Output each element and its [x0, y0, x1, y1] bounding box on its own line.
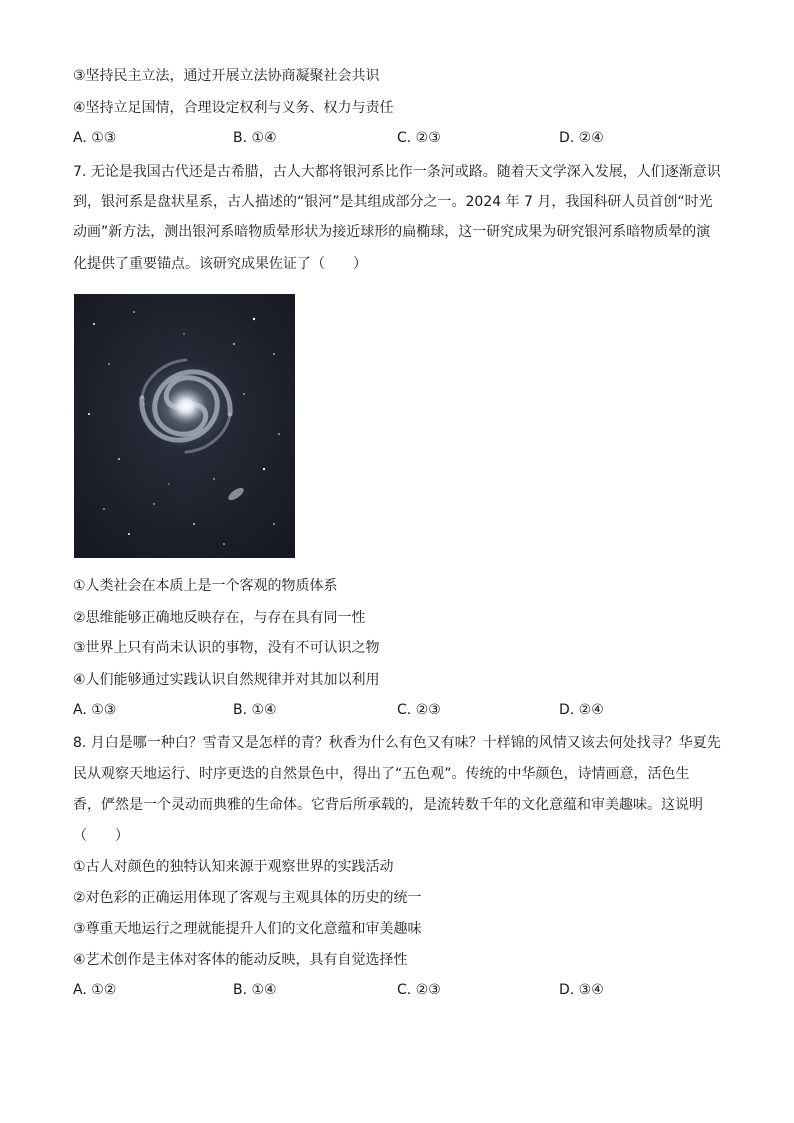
q8-stem-line-2: 民从观察天地运行、时序更迭的自然景色中，得出了“五色观”。传统的中华颜色，诗情画意，活色生 — [73, 766, 690, 782]
q7-option-a: A. ①③ — [73, 702, 117, 718]
q8-statement-3: ③尊重天地运行之理就能提升人们的文化意蕴和审美趣味 — [73, 921, 422, 937]
q6-option-b: B. ①④ — [233, 130, 277, 146]
q8-option-c: C. ②③ — [397, 982, 441, 998]
q7-stem-line-2: 到，银河系是盘状星系，古人描述的“银河”是其组成部分之一。2024 年 7 月，我国科研人员首创“时光 — [73, 194, 713, 210]
q7-stem-line-4: 化提供了重要锚点。该研究成果佐证了（ ） — [73, 256, 367, 272]
q8-option-b: B. ①④ — [233, 982, 277, 998]
q6-statement-4: ④坚持立足国情，合理设定权利与义务、权力与责任 — [73, 100, 394, 116]
q8-stem-line-3: 香，俨然是一个灵动而典雅的生命体。它背后所承载的，是流转数千年的文化意蕴和审美趣味。这说明 — [73, 797, 703, 813]
q7-option-b: B. ①④ — [233, 702, 277, 718]
q7-statement-1: ①人类社会在本质上是一个客观的物质体系 — [73, 578, 338, 594]
q8-stem-line-4: （ ） — [73, 828, 129, 844]
q7-statement-3: ③世界上只有尚未认识的事物，没有不可认识之物 — [73, 640, 380, 656]
q8-option-a: A. ①② — [73, 982, 117, 998]
q6-statement-3: ③坚持民主立法，通过开展立法协商凝聚社会共识 — [73, 68, 380, 84]
q6-option-d: D. ②④ — [559, 130, 604, 146]
q8-option-d: D. ③④ — [559, 982, 604, 998]
q6-options — [73, 130, 733, 150]
q8-statement-1: ①古人对颜色的独特认知来源于观察世界的实践活动 — [73, 859, 394, 875]
q8-statement-2: ②对色彩的正确运用体现了客观与主观具体的历史的统一 — [73, 890, 422, 906]
q8-options — [73, 982, 733, 1002]
q8-stem-line-1: 8. 月白是哪一种白？雪青又是怎样的青？秋香为什么有色又有味？十样锦的风情又该去何处找寻？华夏先 — [73, 735, 721, 751]
q7-option-d: D. ②④ — [559, 702, 604, 718]
q7-statement-4: ④人们能够通过实践认识自然规律并对其加以利用 — [73, 672, 380, 688]
q7-options — [73, 702, 733, 722]
galaxy-image — [74, 294, 295, 558]
q7-option-c: C. ②③ — [397, 702, 441, 718]
q7-stem-line-3: 动画”新方法，测出银河系暗物质晕形状为接近球形的扁椭球，这一研究成果为研究银河系暗物质晕的演 — [73, 224, 711, 240]
q7-stem-line-1: 7. 无论是我国古代还是古希腊，古人大都将银河系比作一条河或路。随着天文学深入发展，人们逐渐意识 — [73, 164, 721, 180]
q6-option-c: C. ②③ — [397, 130, 441, 146]
q7-statement-2: ②思维能够正确地反映存在，与存在具有同一性 — [73, 610, 366, 626]
q8-statement-4: ④艺术创作是主体对客体的能动反映，具有自觉选择性 — [73, 952, 408, 968]
q6-option-a: A. ①③ — [73, 130, 117, 146]
